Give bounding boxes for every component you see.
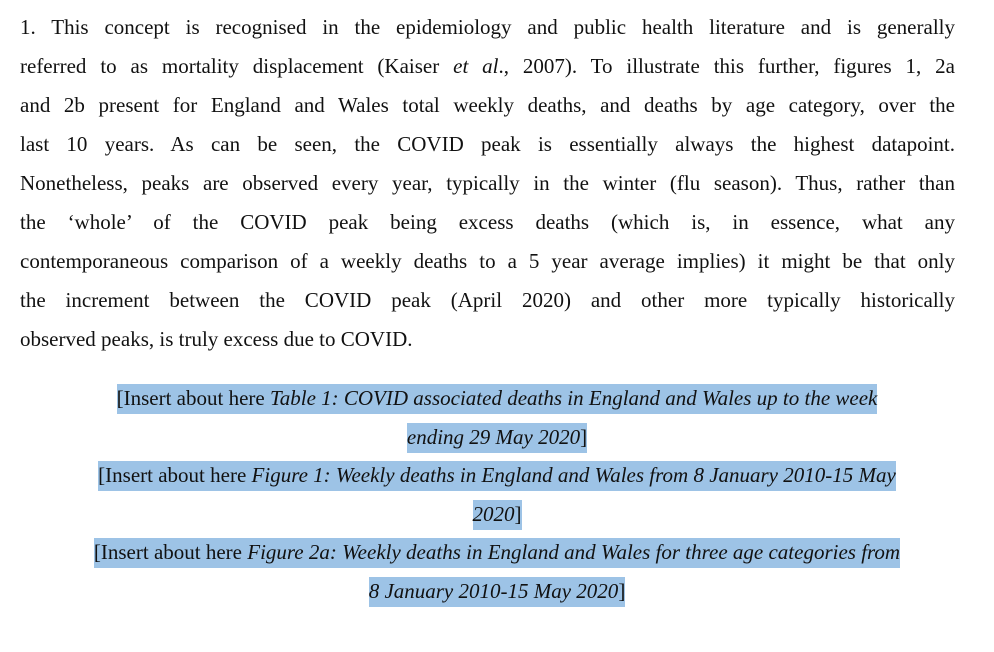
paragraph-line-6 bbox=[20, 203, 955, 242]
line-text: the ‘whole’ of the COVID peak being excess deaths (which is, in essence, what any bbox=[20, 210, 955, 234]
insert-note-figure1-line-2 bbox=[0, 495, 994, 534]
line-text: observed peaks, is truly excess due to COVID. bbox=[20, 327, 413, 351]
note-caption: Table 1: COVID associated deaths in England and Wales up to the week bbox=[269, 386, 878, 410]
highlighted-text bbox=[473, 500, 522, 530]
note-suffix: ] bbox=[514, 501, 522, 526]
note-suffix: ] bbox=[580, 424, 588, 449]
paragraph-line-3 bbox=[20, 86, 955, 125]
line-text: Nonetheless, peaks are observed every year, typically in the winter (flu season). Thus, rather than bbox=[20, 171, 955, 195]
highlighted-text bbox=[369, 577, 626, 607]
insert-note-table1-line-2 bbox=[0, 418, 994, 457]
line-text: last 10 years. As can be seen, the COVID peak is essentially always the highest datapoint. bbox=[20, 132, 955, 156]
paragraph-line-5 bbox=[20, 164, 955, 203]
insert-note-table1-line-1 bbox=[0, 379, 994, 418]
line-text: contemporaneous comparison of a weekly deaths to a 5 year average implies) it might be that only bbox=[20, 249, 955, 273]
paragraph-line-9 bbox=[20, 320, 955, 359]
paragraph-line-7 bbox=[20, 242, 955, 281]
insert-note-figure2a-line-2 bbox=[0, 572, 994, 611]
insert-notes bbox=[0, 379, 994, 611]
note-prefix: [Insert about here bbox=[116, 386, 270, 410]
body-paragraph bbox=[20, 8, 955, 359]
note-caption: 8 January 2010-15 May 2020 bbox=[368, 578, 619, 603]
note-prefix: [Insert about here bbox=[93, 540, 248, 565]
line-text: referred to as mortality displacement (Kaiser bbox=[20, 54, 454, 78]
paragraph-line-4 bbox=[20, 125, 955, 164]
line-text: 1. This concept is recognised in the epidemiology and public health literature and is generally bbox=[20, 15, 955, 39]
highlighted-text bbox=[98, 461, 896, 491]
highlighted-text bbox=[117, 384, 878, 414]
line-text-italic: et al bbox=[453, 54, 499, 78]
line-text: the increment between the COVID peak (April 2020) and other more typically historically bbox=[20, 288, 955, 312]
line-text: ., 2007). To illustrate this further, figures 1, 2a bbox=[498, 54, 955, 78]
note-caption: 2020 bbox=[472, 501, 515, 526]
paragraph-line-1 bbox=[20, 8, 955, 47]
paragraph-line-8 bbox=[20, 281, 955, 320]
note-suffix: ] bbox=[618, 578, 626, 603]
paragraph-line-2 bbox=[20, 47, 955, 86]
insert-note-figure2a-line-1 bbox=[0, 533, 994, 572]
highlighted-text bbox=[94, 538, 900, 568]
note-caption: Figure 2a: Weekly deaths in England and Wales for three age categories from bbox=[247, 540, 901, 565]
insert-note-figure1-line-1 bbox=[0, 456, 994, 495]
note-prefix: [Insert about here bbox=[98, 463, 252, 488]
note-caption: Figure 1: Weekly deaths in England and Wales from 8 January 2010-15 May bbox=[251, 463, 896, 488]
highlighted-text bbox=[407, 423, 587, 453]
line-text: and 2b present for England and Wales total weekly deaths, and deaths by age category, over the bbox=[20, 93, 955, 117]
note-caption: ending 29 May 2020 bbox=[406, 424, 581, 449]
